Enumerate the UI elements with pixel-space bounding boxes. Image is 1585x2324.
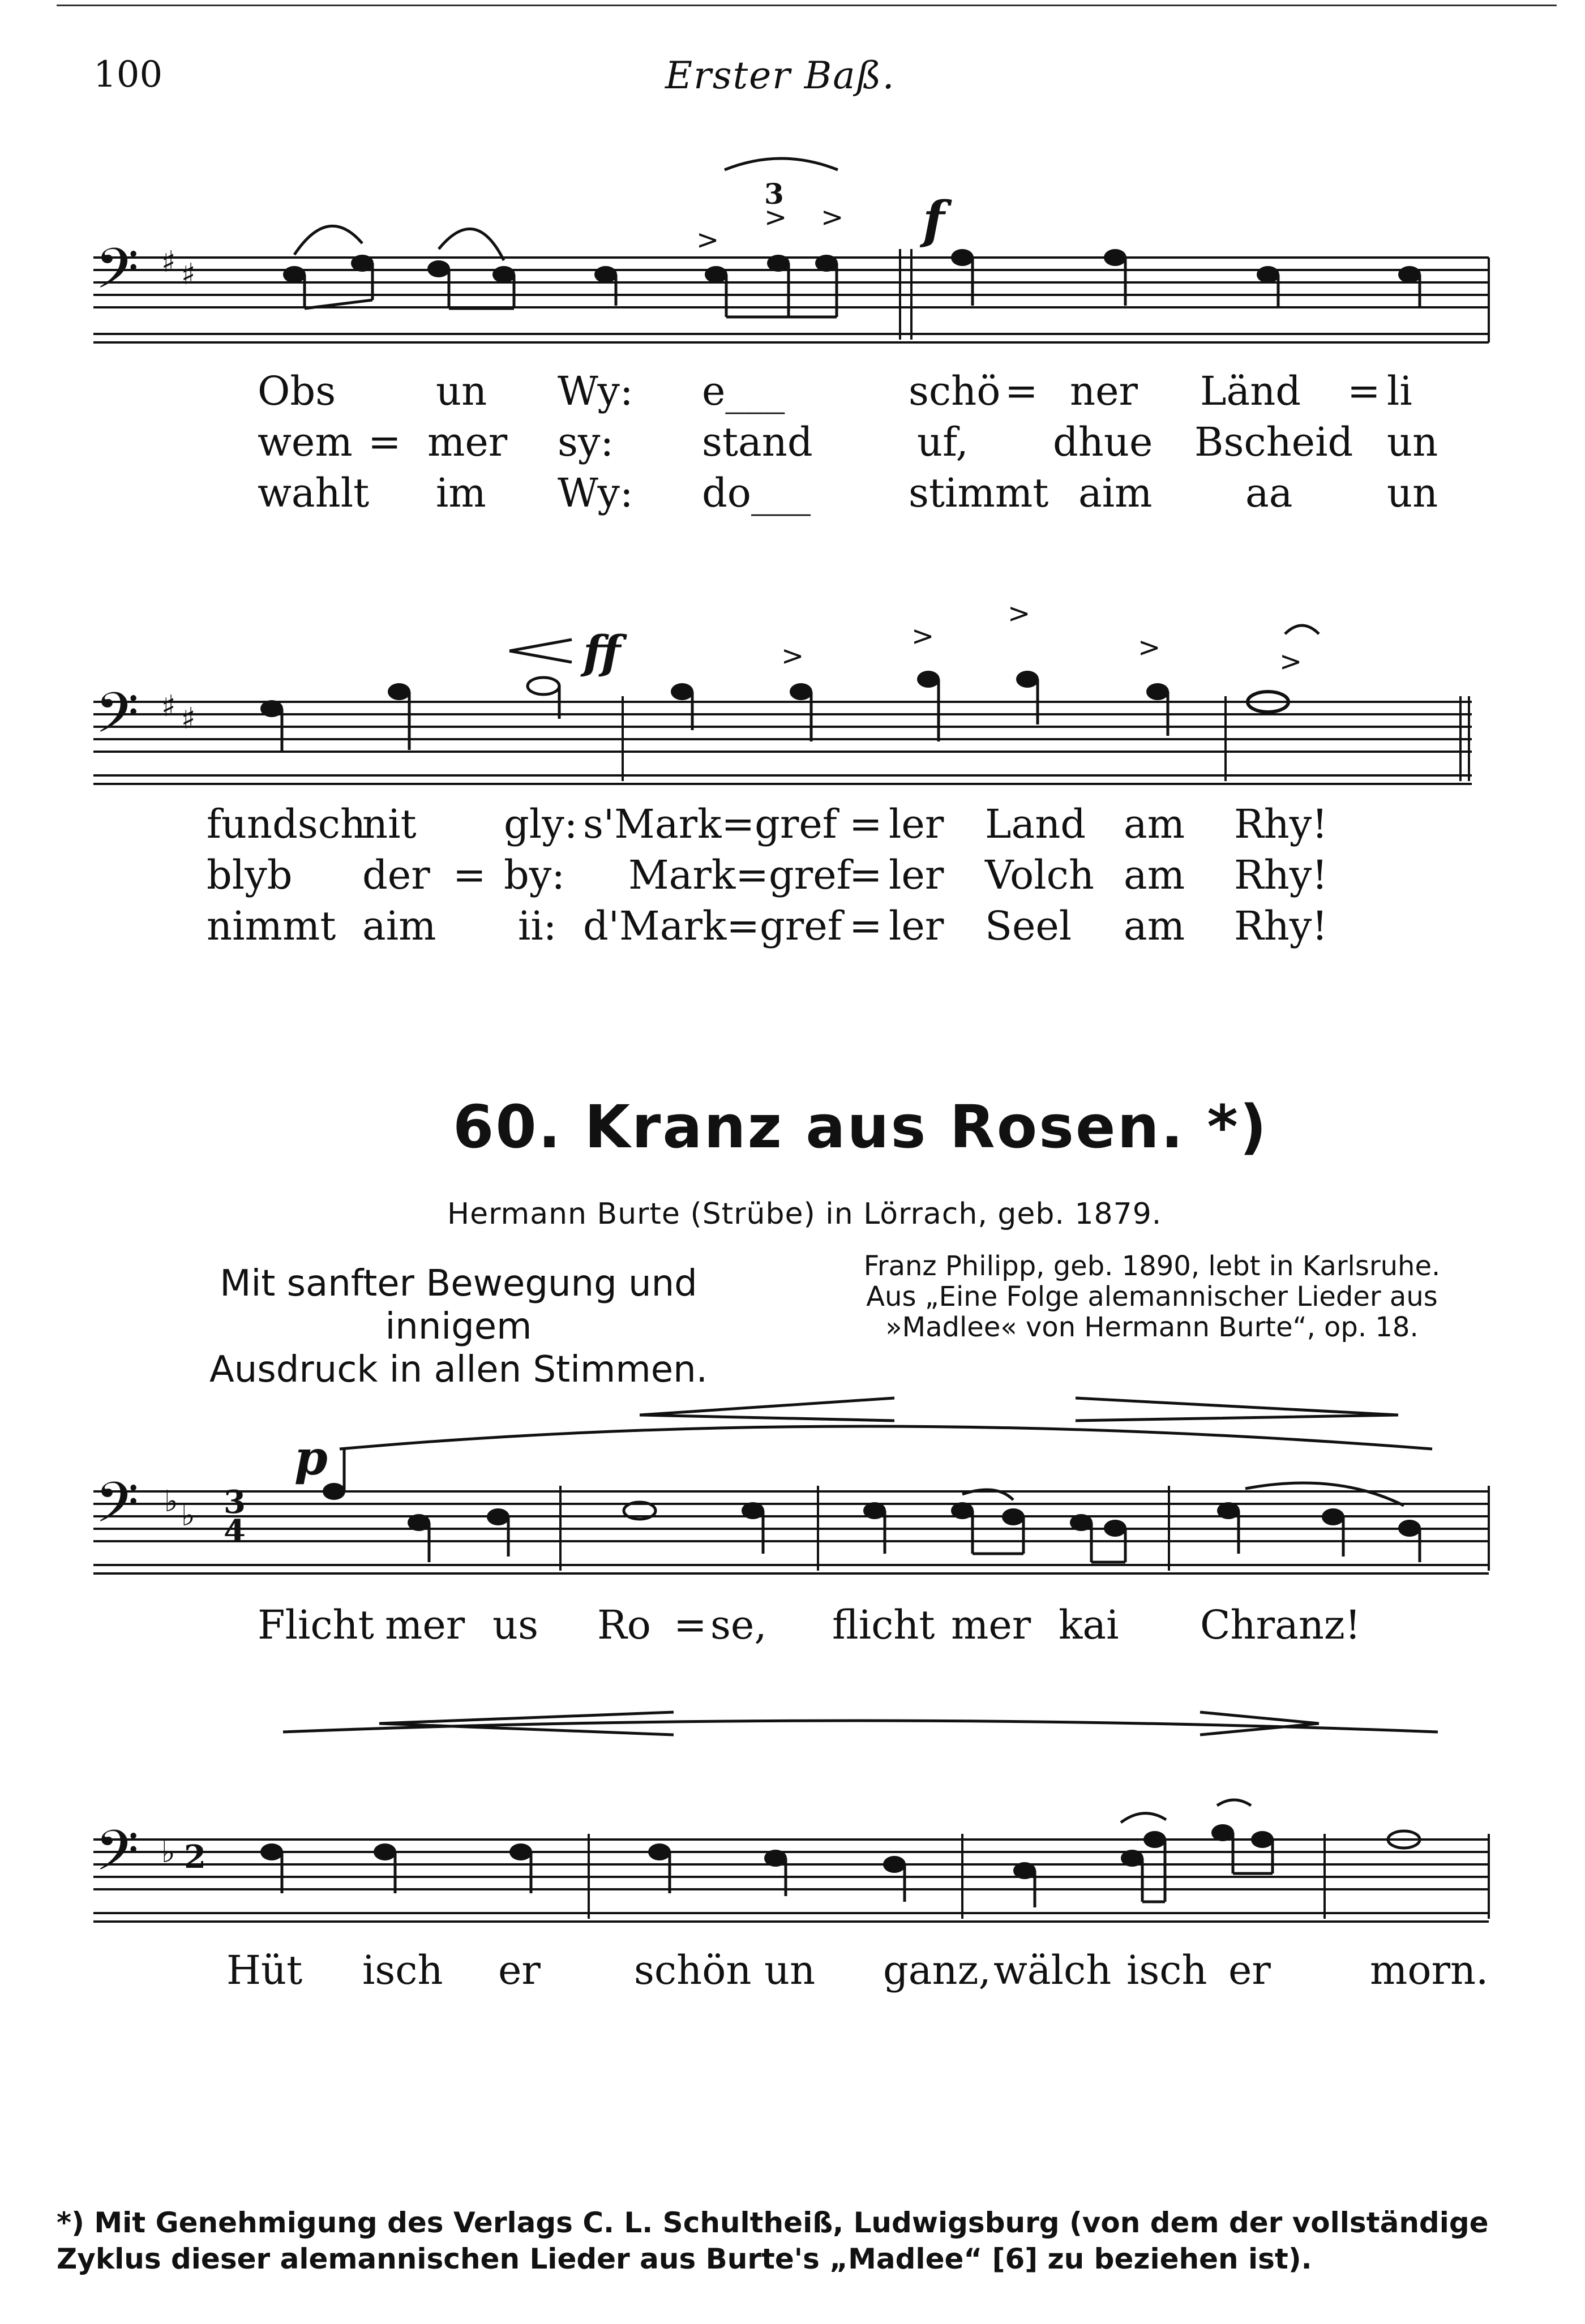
svg-text:>: > [764, 201, 787, 233]
svg-text:>: > [1279, 646, 1303, 678]
svg-text:𝄢: 𝄢 [95, 237, 139, 315]
tempo-line-1: Mit sanfter Bewegung und innigem [220, 1263, 697, 1348]
svg-text:♭: ♭ [181, 1499, 195, 1533]
svg-text:>: > [696, 224, 719, 256]
music-staff-system-2 [0, 566, 1585, 809]
svg-text:>: > [781, 640, 804, 672]
composer-credit [798, 1251, 1506, 1343]
triplet-mark: 3 [764, 177, 784, 211]
time-signature: 2 [184, 1838, 206, 1876]
svg-text:>: > [911, 620, 935, 652]
svg-text:♯: ♯ [161, 689, 176, 723]
running-title: Erster Baß. [665, 54, 896, 97]
svg-text:♭: ♭ [164, 1485, 178, 1519]
svg-text:𝄢: 𝄢 [95, 1819, 139, 1897]
svg-text:>: > [1008, 598, 1031, 629]
lyrics-system-1-verse-3: wahlt im Wy: do___ stimmt aim aa un [258, 470, 1438, 516]
lyrics-system-1-verse-1: Obs un Wy: e___ schö = ner Länd = li [258, 368, 1412, 414]
music-staff-system-3 [0, 1358, 1585, 1596]
dynamic-fortissimo: ff [583, 625, 621, 679]
svg-text:♯: ♯ [181, 702, 196, 736]
svg-text:𝄢: 𝄢 [95, 681, 139, 760]
lyrics-system-2-verse-2: blyb der = by: Mark=gref = ler Volch am Rhy! [207, 852, 1328, 898]
lyrics-system-3: Flicht mer us Ro = se, flicht mer kai Chranz! [258, 1602, 1361, 1648]
time-signature-top: 3 [224, 1483, 246, 1521]
composer-line-1: Franz Philipp, geb. 1890, lebt in Karlsruhe. [863, 1250, 1441, 1282]
lyrics-system-1-verse-2: wem = mer sy: stand uf, dhue Bscheid un [258, 419, 1438, 465]
dynamic-piano: p [294, 1430, 328, 1486]
svg-text:>: > [821, 201, 844, 233]
song-poet: Hermann Burte (Strübe) in Lörrach, geb. 1879. [447, 1197, 1162, 1231]
lyrics-system-2-verse-1: fundsch nit gly: s'Mark=gref = ler Land am Rhy! [207, 801, 1328, 847]
svg-text:♭: ♭ [161, 1836, 175, 1870]
svg-text:>: > [1138, 632, 1161, 663]
page-number: 100 [93, 54, 163, 96]
lyrics-system-2-verse-3: nimmt aim ii: d'Mark=gref = ler Seel am Rhy! [207, 903, 1328, 949]
music-staff-system-1 [0, 0, 1585, 396]
song-title: 60. Kranz aus Rosen. *) [453, 1092, 1269, 1161]
svg-text:♯: ♯ [161, 245, 176, 279]
footnote: *) Mit Genehmigung des Verlags C. L. Schultheiß, Ludwigsburg (von dem der vollständige Zyklus dieser alemannischen Lieder aus Burte's „Madlee“ [6] zu beziehen ist). [57, 2206, 1489, 2275]
tempo-line-2: Ausdruck in allen Stimmen. [209, 1349, 708, 1391]
composer-line-3: »Madlee« von Hermann Burte“, op. 18. [885, 1311, 1419, 1343]
svg-text:𝄢: 𝄢 [95, 1470, 139, 1549]
lyrics-system-4: Hüt isch er schön un ganz, wälch isch er morn. [226, 1947, 1489, 1993]
music-staff-system-4 [0, 1698, 1585, 1941]
dynamic-forte: f [923, 190, 945, 250]
time-signature-bottom: 4 [224, 1513, 246, 1550]
svg-text:♯: ♯ [181, 258, 196, 291]
composer-line-2: Aus „Eine Folge alemannischer Lieder aus [866, 1281, 1438, 1313]
